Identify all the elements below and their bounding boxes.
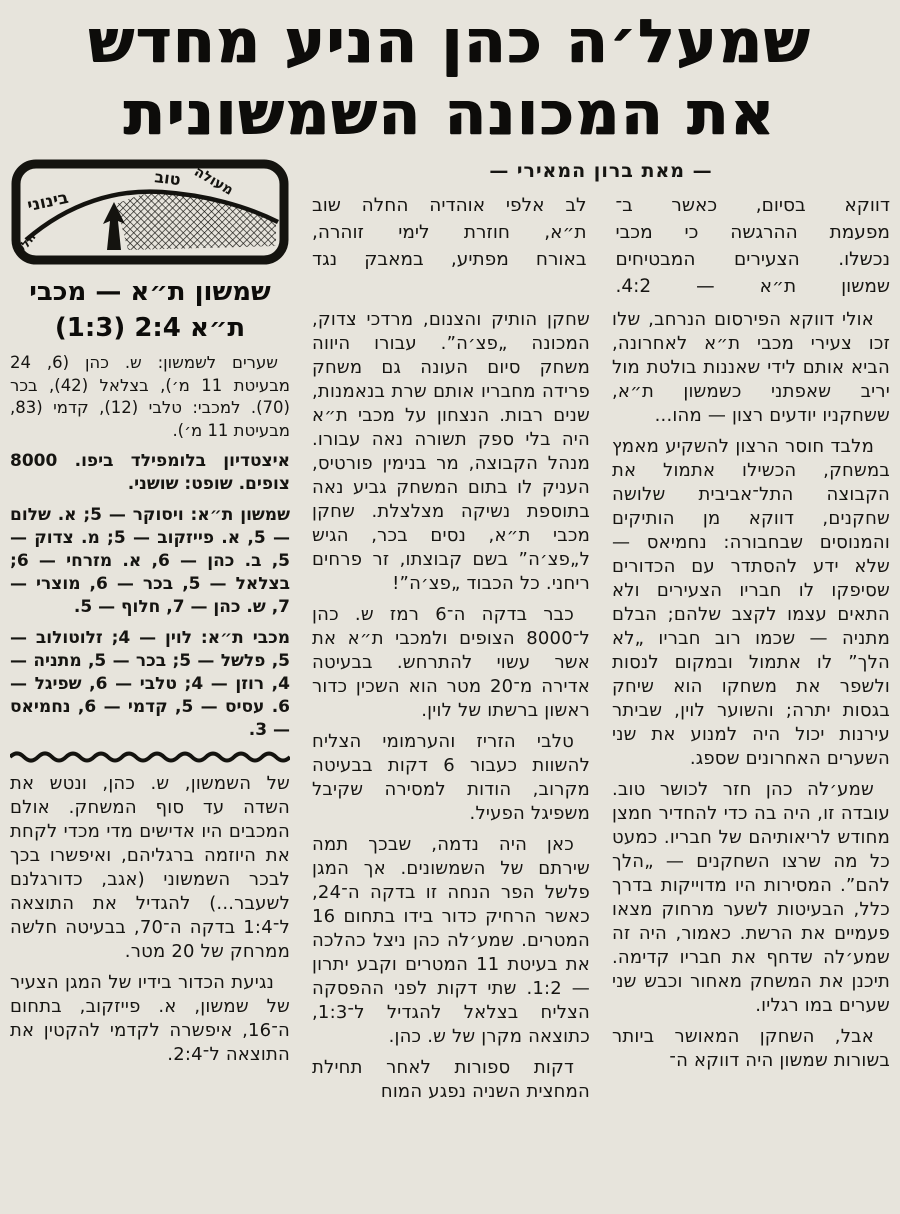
match-rating-gauge [10,158,290,266]
lead-spacer [312,273,587,300]
paragraph: שחקן הותיק והצנום, מרדכי צדוק, המכונה „פצ׳ה”. עבורו היווה משחק סיום העונה גם משחק פרידה מחבריו אותם שרת בנאמנות, שנים רבות. הנצחון על מכבי ת״א היה בלי ספק תשורה נאה עבורו. מנהל הקבוצה, מר בנימין פורטיס, העניק לו בתום המשחק גביע נאה בתוספת נשיקה מצלצלת. שחקן מכבי ת״א, נסים בכר, הגיש ל„פצ׳ה” בשם קבוצתו, זר פרחים ריחני. כל הכבוד „פצ׳ה”! [312,309,590,594]
headline-line-1: שמעל׳ה כהן הניע מחדש [88,7,812,77]
headline-line-2: את המכונה השמשונית [123,79,777,149]
main-headline [0,0,900,152]
column-right [612,308,890,1111]
lead-and-columns [312,156,890,1111]
byline: — מאת ברון המאירי — [489,160,713,182]
lead-line [312,246,890,273]
paragraph: אבל, השחקן המאושר ביותר בשורות שמשון היה דווקא ה־ [612,1026,890,1071]
score-heading [10,274,290,346]
paragraph: טלבי הזריז והערמומי הצליח להשוות כעבור 6 דקות בבעיטה מקרוב, הודות למסירה שקיבל משפיגל הפעיל. [312,731,590,824]
lead-segment: דווקא בסיום, כאשר ב־ [615,195,890,216]
lead-segment: שמשון ת״א — 4:2. [615,276,890,297]
venue-and-referee: איצטדיון בלומפילד ביפו. 8000 צופים. שופט: שושני. [10,451,290,494]
ratings-maccabi: מכבי ת״א: לוין — 4; זלוטולוב — 5, פלשל — 5; בכר — 5, מתניה — 4, רוזן — 4; טלבי — 6, שפיגל — 6. עסיס — 5, קדמי — 6, נחמיאס — 3. [10,628,290,740]
wavy-divider [10,750,290,764]
paragraph: כאן היה נדמה, שבכך תמה שירתם של השמשונים. אך המגן פלשל הפר הנחה זו בדקה ה־24, כאשר הרחיק כדור בידו בתחום 16 המטרים. שמע׳לה כהן ניצל כהלכה את בעיטת 11 המטרים וקבע יתרון — 1:2. שתי דקות לפני ההפסקה הצליח בצלאל להגדיל ל־1:3, כתוצאה מקרן של ש. כהן. [312,834,591,1047]
paragraph: של השמשון, ש. כהן, ונטש את השדה עד סוף המשחק. אולם המכבים היו אדישים מדי מכדי לקחת את היוזמה ברגליהם, ואיפשרו בכך לבכר השמשוני (אגב, כדורגלנם לשעבר...) להגדיל את התוצאה ל־1:4 בדקה ה־70, בבעיטה חלשה ממרחק של 20 מטר. [10,773,290,962]
lead-segment: מפעמת ההרגשה כי מכבי [615,222,890,243]
gauge-label-excellent: מעולה [191,163,236,199]
paragraph: שמע׳לה כהן חזר לכושר טוב. עובדה זו, היה בה כדי להחדיר חמצן מחודש לריאותיהם של חבריו. כמעט כל מה שרצו השחקנים — „הלך להם”. המסירות היו מדוייקות בדרך כלל, הבעיטות לשער מרחוק מצאו פעמיים את הרשת. כאמור, היה זה שמע׳לה שדחף את חבריו קדימה. תיכנן את המשחק מאחור וכבש שני שערים במו רגליו. [612,779,890,1016]
text-columns [312,308,890,1111]
column-left-body [10,772,290,1067]
paragraph: אולי דווקא הפירסום הנרחב, שלו זכו צעירי מכבי ת״א לאחרונה, הביא אותם לידי שאננות בולטת מול יריב שאפתני כשמשון ת״א, ששחקניו יודעים רצון — מהו... [612,309,890,426]
ratings-shimshon: שמשון ת״א: ויסוקר — 5; א. שלום — 5, א. פייזקוב — 5; מ. צדוק — 5, ב. כהן — 6, א. מזרחי — 6; בצלאל — 5, בכר — 6, מוצרי — 7, ש. כהן — 7, חלוף — 5. [10,505,291,617]
paragraph: מלבד חוסר הרצון להשקיע מאמץ במשחק, הכשילו אתמול את הקבוצה התל־אביבית שלושה שחקנים, דווקא מן הותיקים והמנוסים שבחבורה: נחמיאס — שלא ידע להסתדר עם הכדורים שסיפקו לו חבריו הצעירים ולא התאים עצמו לקצב שלהם; הבלם מתניה — שכמו רוב חבריו „לא הלך” לו אתמול ובמקום לנסות ולשפר את משחקו הוא שיחק בגסות יתרה; והשוער לוין, שביתר עירנות יכול היה למנוע את שני השערים האחרונים שספג. [612,436,890,769]
score-heading-line-1: שמשון ת״א — מכבי [29,277,271,307]
lead-paragraph [312,192,890,300]
gauge-hatched-zone [116,192,276,250]
article-body [0,152,900,1111]
column-left [10,156,290,1111]
paragraph: דקות ספורות לאחר תחילת המחצית השניה נפגע המוח [312,1057,590,1102]
lead-line [312,192,890,219]
lead-segment: ת״א, חוזרת לימי זוהרה, [312,222,587,243]
gauge-label-good: טוב [153,167,182,190]
paragraph: כבר בדקה ה־6 רמז ש. כהן ל־8000 הצופים ולמכבי ת״א את אשר עשוי להתרחש. בבעיטה אדירה מ־20 מטר הוא השכין כדור ראשון ברשתו של לוין. [312,604,590,721]
score-heading-line-2: ת״א 2:4 (1:3) [54,313,246,343]
column-middle [312,308,590,1111]
lead-segment: נכשלו. הצעירים המבטיחים [615,249,890,270]
lead-segment: לב אלפי אוהדיה החלה שוב [312,195,587,216]
lead-line [312,219,890,246]
gauge-label-average: בינוני [25,187,71,217]
lead-segment: באורח מפתיע, במאבק נגד [312,249,587,270]
gauge-label-weak: חלש [12,229,39,259]
paragraph: נגיעת הכדור בידיו של המגן הצעיר של שמשון, א. פייזקוב, בתחום ה־16, איפשרה לקדמי להקטין את התוצאה ל־2:4. [10,972,290,1065]
lead-line [312,273,890,300]
goal-scorers: שערים לשמשון: ש. כהן (6, 24 מבעיטת 11 מ׳), בצלאל (42), בכר (70). למכבי: טלבי (12), קדמי (83, מבעיטת 11 מ׳). [10,353,290,440]
